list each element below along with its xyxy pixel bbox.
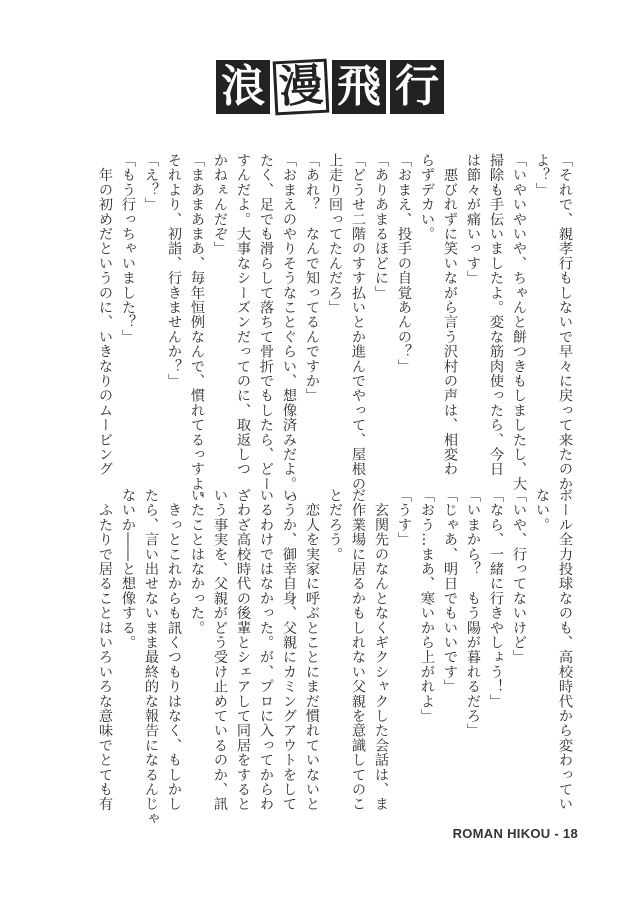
text-line: 年の初めだというのに、いきなりのムービング: [97, 153, 113, 477]
text-line: とだろう。: [327, 488, 343, 562]
text-line: 恋人を実家に呼ぶとことにまだ慣れていないと: [304, 488, 320, 812]
text-line: ふたりで居ることはいろいろな意味でとても有: [97, 488, 113, 812]
page-number: ROMAN HIKOU - 18: [452, 826, 578, 841]
text-line: いうか、御幸自身、父親にカミングアウトをして: [281, 488, 297, 812]
text-line: 「ありあまるほどに」: [373, 153, 389, 300]
text-line: らずデカい。: [419, 153, 435, 242]
text-line: 玄関先のなんとなくギクシャクした会話は、ま: [373, 488, 389, 812]
text-line: 「どうせ二階のすす払いとか進んでやって、屋根の: [350, 153, 366, 492]
text-column-top: [97, 153, 576, 506]
text-line: 「おう…まあ、寒いから上がれよ」: [419, 488, 435, 724]
text-line: 「じゃあ、明日でもいいです」: [442, 488, 458, 694]
text-line: よ？」: [534, 153, 550, 198]
text-line: だ作業場に居るかもしれない父親を意識してのこ: [350, 488, 366, 812]
text-line: 「なら、一緒に行きやしょう！」: [488, 488, 504, 709]
text-line: 「まあまあまあ、毎年恒例なんで、慣れてるっすよ。: [189, 153, 205, 506]
page-title: [212, 60, 448, 114]
text-line: 「あれ？ なんで知ってるんですか」: [304, 153, 320, 403]
text-line: いたことはなかった。: [189, 488, 205, 635]
text-line: かねぇんだぞ」: [212, 153, 228, 256]
text-line: 上走り回ってたんだろ」: [327, 153, 343, 315]
text-line: 悪びれずに笑いながら言う沢村の声は、相変わ: [442, 153, 458, 477]
text-line: たら、言い出せないまま最終的な報告になるんじゃ: [143, 488, 159, 827]
title-char-3: 飛: [332, 60, 386, 114]
text-line: 「それで、親孝行もしないで早々に戻って来たのか: [557, 153, 573, 492]
text-line: 「おまえ、投手の自覚あんの？」: [396, 153, 412, 374]
text-line: 「いまから？ もう陽が暮れるだろ」: [465, 488, 481, 738]
title-char-1: 浪: [216, 60, 270, 114]
text-line: たく、足でも滑らして落ちて骨折でもしたら、どー: [258, 153, 274, 492]
text-line: いう事実を、父親がどう受け止めているのか、訊: [212, 488, 228, 812]
text-line: 「うす」: [396, 488, 412, 547]
text-line: 「おまえのやりそうなことぐらい、想像済みだよ。っ: [281, 153, 297, 506]
text-line: ないか――と想像する。: [120, 488, 136, 650]
text-line: いるわけではなかった。が、プロに入ってからわ: [258, 488, 274, 812]
text-line: ざわざ高校時代の後輩とシェアして同居をすると: [235, 488, 251, 812]
text-line: 「え？」: [143, 153, 159, 212]
text-line: それより、初詣、行きませんか？」: [166, 153, 182, 389]
text-line: ボール全力投球なのも、高校時代から変わってい: [557, 488, 573, 812]
text-line: 「もう行っちゃいました？」: [120, 153, 136, 345]
text-line: 「いやいやいや、ちゃんと餅つきもしましたし、大: [511, 153, 527, 492]
text-line: きっとこれからも訊くつもりはなく、もしかし: [166, 488, 182, 812]
text-line: ない。: [534, 488, 550, 533]
text-line: 掃除も手伝いましたよ。変な筋肉使ったら、今日: [488, 153, 504, 477]
text-column-bottom: [97, 488, 576, 827]
title-char-2: 漫: [273, 59, 330, 116]
title-char-4: 行: [390, 60, 444, 114]
text-line: 「いや、行ってないけど」: [511, 488, 527, 665]
text-line: は節々が痛いっす」: [465, 153, 481, 286]
text-line: すんだよ。大事なシーズンだってのに、取返しつ: [235, 153, 251, 477]
